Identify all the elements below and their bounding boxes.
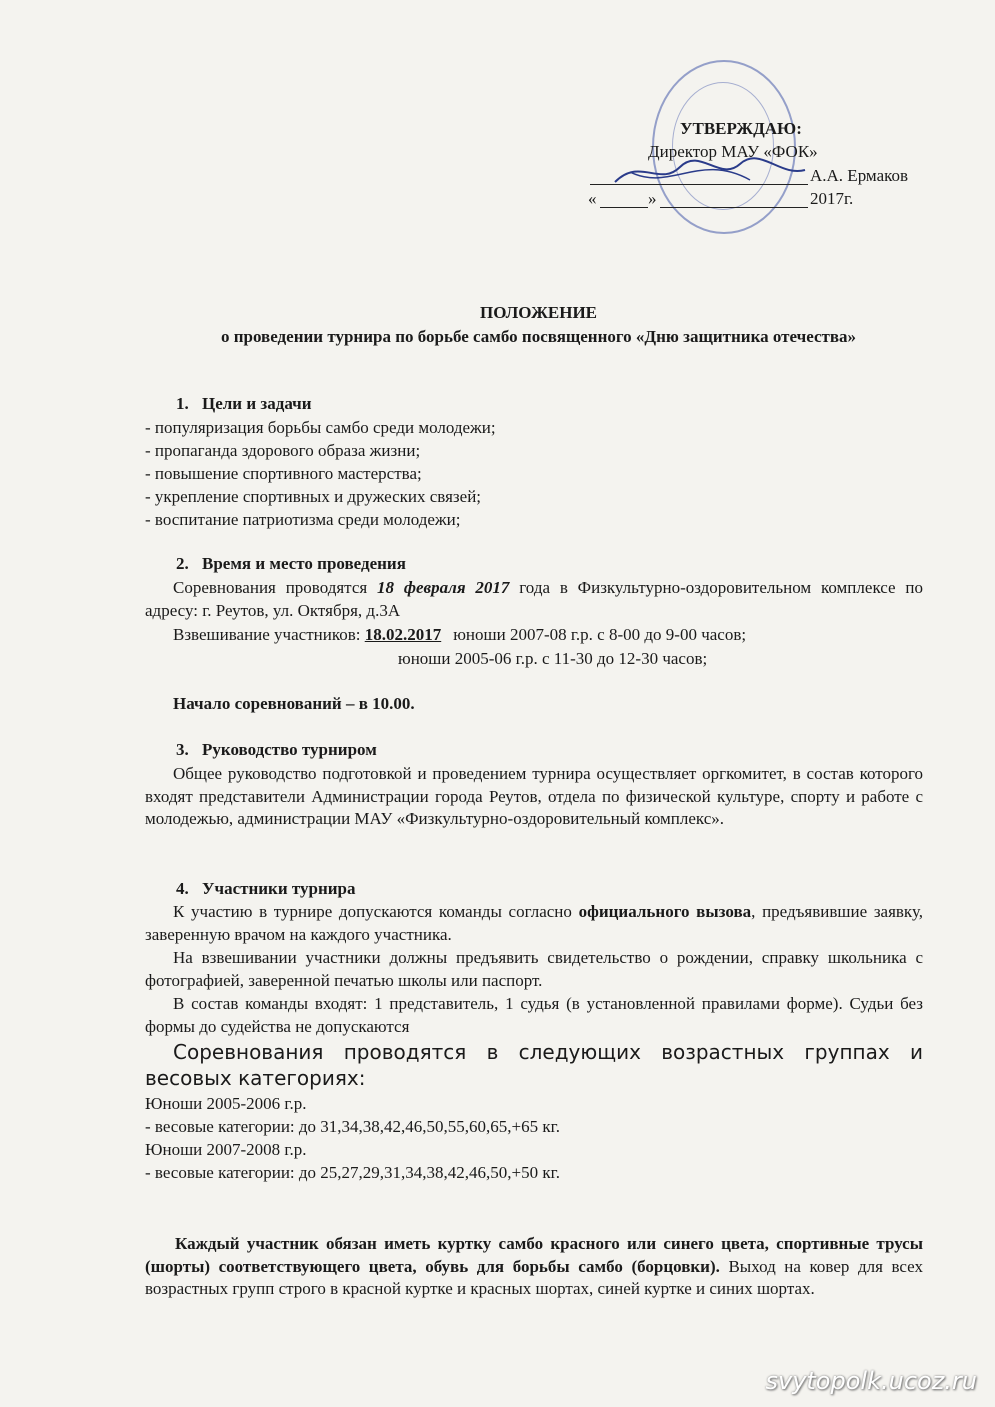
- approval-position: Директор МАУ «ФОК»: [648, 142, 818, 161]
- section-3-title: Руководство турниром: [202, 740, 377, 759]
- section-1-heading: [176, 393, 312, 415]
- text-run: Соревнования проводятся: [173, 578, 377, 597]
- section-3-paragraph: Общее руководство подготовкой и проведением турнира осуществляет оргкомитет, в состав которого входят представители Администрации города Реутов, отдела по физической культуре, спорту и работе с молодежью, администрации МАУ «Физкультурно-оздоровительный комплекс».: [145, 764, 923, 828]
- section-3-number: 3.: [176, 740, 189, 759]
- section-3-heading: [176, 739, 377, 761]
- text-run: К участию в турнире допускаются команды согласно: [173, 902, 579, 921]
- document-title: ПОЛОЖЕНИЕ: [480, 303, 597, 322]
- date-month-line: [660, 207, 808, 208]
- age-group-1: Юноши 2005-2006 г.р.: [145, 1094, 307, 1113]
- section-4-number: 4.: [176, 879, 189, 898]
- approval-title: УТВЕРЖДАЮ:: [680, 119, 802, 138]
- approval-year: 2017г.: [810, 189, 854, 208]
- competition-date: 18 февраля 2017: [377, 578, 510, 597]
- age-group-2-weights: - весовые категории: до 25,27,29,31,34,38,42,46,50,+50 кг.: [145, 1163, 560, 1182]
- date-quote-close: »: [648, 189, 657, 208]
- approval-name: А.А. Ермаков: [810, 166, 909, 185]
- start-time: Начало соревнований – в 10.00.: [173, 694, 415, 713]
- weigh-in-line-1: [173, 624, 746, 646]
- section-4-paragraph-3: В состав команды входят: 1 представитель, 1 судья (в установленной правилами форме). Судьи без формы до судейства не допускаются: [145, 994, 923, 1036]
- site-watermark: svytopolk.ucoz.ru: [765, 1367, 977, 1395]
- date-quote-open: «: [588, 189, 597, 208]
- section-2-number: 2.: [176, 554, 189, 573]
- weigh-in-group-2: юноши 2005-06 г.р. с 11-30 до 12-30 часов;: [398, 649, 708, 668]
- goal-item: - укрепление спортивных и дружеских связей;: [145, 487, 482, 506]
- section-1-number: 1.: [176, 394, 189, 413]
- weigh-in-label: Взвешивание участников:: [173, 625, 365, 644]
- goal-item: - популяризация борьбы самбо среди молодежи;: [145, 418, 496, 437]
- date-day-line: [600, 207, 648, 208]
- section-4-paragraph-1: [145, 901, 923, 946]
- official-call-text: официального вызова: [578, 902, 752, 921]
- equipment-requirement: Каждый участник обязан иметь куртку самбо красного или синего цвета, спортивные трусы (шорты) соответствующего цвета, обувь для борьбы самбо (борцовки).: [145, 1234, 923, 1276]
- equipment-paragraph: [145, 1233, 923, 1301]
- goal-item: - воспитание патриотизма среди молодежи;: [145, 510, 461, 529]
- section-1-title: Цели и задачи: [202, 394, 312, 413]
- goal-item: - повышение спортивного мастерства;: [145, 464, 422, 483]
- signature-line: [590, 184, 808, 185]
- section-4-title: Участники турнира: [202, 879, 356, 898]
- section-2-paragraph: [145, 577, 923, 622]
- age-group-2: Юноши 2007-2008 г.р.: [145, 1140, 307, 1159]
- section-2-title: Время и место проведения: [202, 554, 406, 573]
- text-run: года в Физкультурно-оздоровительном комплексе по адресу: г. Реутов, ул. Октября, д.3А: [145, 578, 923, 620]
- document-subtitle: о проведении турнира по борьбе самбо посвященного «Дню защитника отечества»: [220, 327, 857, 346]
- text-run: , предъявившие заявку, заверенную врачом на каждого участника.: [145, 902, 923, 944]
- text-run: Выход на ковер для всех возрастных групп строго в красной куртке и красных шортах, синей куртке и синих шортах.: [145, 1256, 923, 1298]
- age-group-1-weights: - весовые категории: до 31,34,38,42,46,50,55,60,65,+65 кг.: [145, 1117, 560, 1136]
- weigh-in-date: 18.02.2017: [364, 625, 442, 644]
- weigh-in-group-1: юноши 2007-08 г.р. с 8-00 до 9-00 часов;: [453, 625, 747, 644]
- section-4-heading: [176, 878, 356, 900]
- section-2-heading: [176, 553, 406, 575]
- age-groups-intro: Соревнования проводятся в следующих возрастных группах и весовых категориях:: [145, 1040, 923, 1090]
- section-4-paragraph-2: На взвешивании участники должны предъявить свидетельство о рождении, справку школьника с фотографией, заверенной печатью школы или паспорт.: [145, 948, 923, 990]
- goal-item: - пропаганда здорового образа жизни;: [145, 441, 421, 460]
